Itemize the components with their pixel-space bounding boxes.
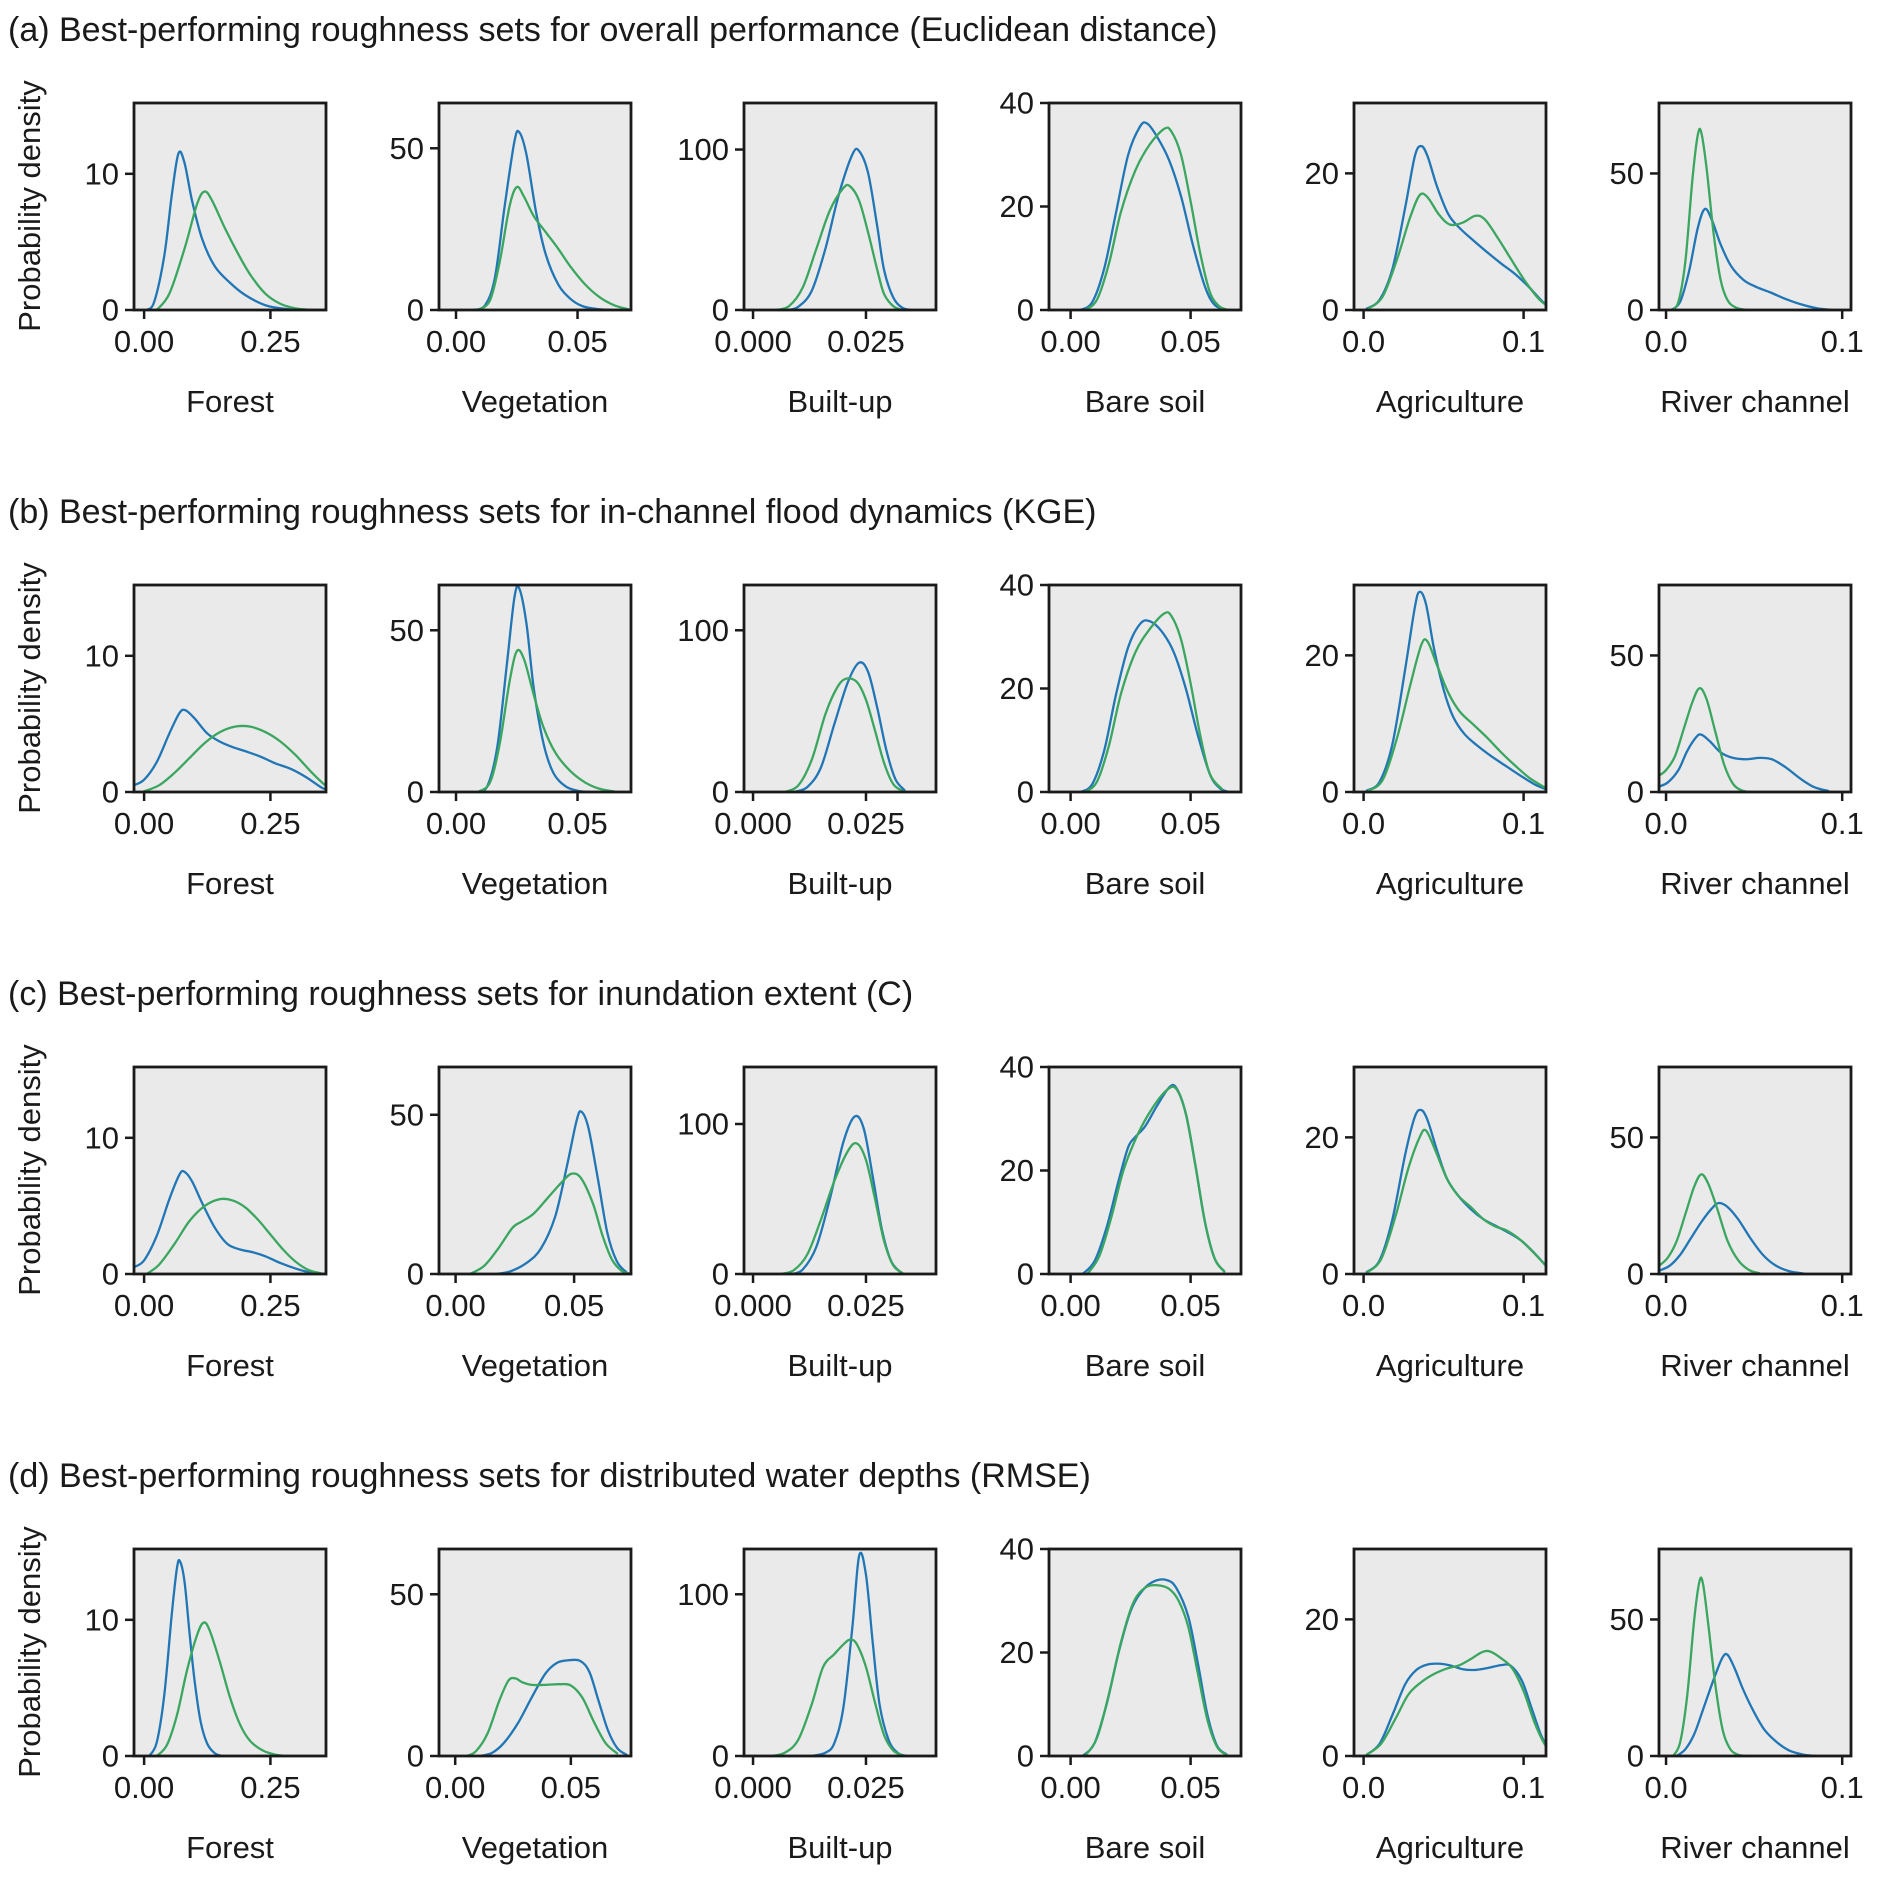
x-tick-label: 0.025 <box>827 806 905 841</box>
y-tick-label: 50 <box>389 1097 424 1133</box>
y-tick-label: 0 <box>711 1256 729 1292</box>
kde-plot-river-channel <box>1587 1032 1892 1384</box>
y-tick-label: 0 <box>101 774 119 810</box>
panel-background <box>439 585 631 792</box>
kde-panel-c-bare-soil <box>977 1032 1282 1384</box>
y-tick-label: 40 <box>999 567 1034 603</box>
section-c-panels <box>62 1032 1892 1384</box>
x-tick-label: 0.00 <box>1040 806 1101 841</box>
y-tick-label: 40 <box>999 1531 1034 1567</box>
y-tick-label: 20 <box>1304 637 1339 673</box>
x-tick-label: 0.25 <box>240 324 301 359</box>
panel-background <box>134 1549 326 1756</box>
kde-plot-built-up <box>672 550 977 902</box>
panel-background <box>134 1067 326 1274</box>
x-tick-label: 0.1 <box>1502 806 1546 841</box>
kde-panel-d-vegetation <box>367 1514 672 1866</box>
x-tick-label: 0.025 <box>827 1770 905 1805</box>
category-label: Bare soil <box>1084 1830 1206 1865</box>
x-tick-label: 0.0 <box>1342 1288 1386 1323</box>
panel-background <box>134 585 326 792</box>
kde-plot-forest <box>62 68 367 420</box>
y-tick-label: 0 <box>101 1256 119 1292</box>
panel-background <box>439 1549 631 1756</box>
y-axis-label: Probability density <box>12 80 47 332</box>
kde-plot-bare-soil <box>977 68 1282 420</box>
kde-panel-d-river-channel <box>1587 1514 1892 1866</box>
kde-plot-bare-soil <box>977 550 1282 902</box>
kde-plot-vegetation <box>367 1514 672 1866</box>
x-tick-label: 0.0 <box>1644 1288 1688 1323</box>
x-tick-label: 0.00 <box>425 806 487 841</box>
kde-panel-c-river-channel <box>1587 1032 1892 1384</box>
y-tick-label: 100 <box>677 132 729 168</box>
y-axis-label: Probability density <box>12 1526 47 1778</box>
y-tick-label: 0 <box>1321 1256 1339 1292</box>
y-tick-label: 0 <box>406 1256 424 1292</box>
section-b-panels <box>62 550 1892 902</box>
x-tick-label: 0.0 <box>1342 324 1386 359</box>
kde-panel-d-agriculture <box>1282 1514 1587 1866</box>
x-tick-label: 0.0 <box>1644 806 1688 841</box>
y-tick-label: 0 <box>711 292 729 328</box>
kde-panel-c-agriculture <box>1282 1032 1587 1384</box>
y-tick-label: 10 <box>84 638 119 674</box>
y-tick-label: 0 <box>1626 1256 1644 1292</box>
kde-panel-a-forest <box>62 68 367 420</box>
panel-background <box>1049 1067 1241 1274</box>
y-tick-label: 10 <box>84 1602 119 1638</box>
y-tick-label: 50 <box>1609 1601 1644 1637</box>
y-tick-label: 0 <box>1626 774 1644 810</box>
y-tick-label: 0 <box>1016 1738 1034 1774</box>
kde-plot-river-channel <box>1587 1514 1892 1866</box>
panel-background <box>744 585 936 792</box>
section-c-panel-row <box>0 1032 1892 1384</box>
x-tick-label: 0.00 <box>113 806 175 841</box>
x-tick-label: 0.1 <box>1502 324 1546 359</box>
panel-background <box>439 1067 631 1274</box>
panel-background <box>1659 1549 1851 1756</box>
panel-background <box>744 1067 936 1274</box>
kde-panel-a-agriculture <box>1282 68 1587 420</box>
x-tick-label: 0.00 <box>425 324 487 359</box>
x-tick-label: 0.1 <box>1502 1770 1546 1805</box>
x-tick-label: 0.00 <box>425 1770 486 1805</box>
kde-plot-forest <box>62 1032 367 1384</box>
category-label: Agriculture <box>1375 1348 1525 1383</box>
y-tick-label: 0 <box>406 774 424 810</box>
x-tick-label: 0.25 <box>240 806 301 841</box>
section-d-title: (d) Best-performing roughness sets for distributed water depths (RMSE) <box>8 1457 1091 1495</box>
kde-plot-agriculture <box>1282 1514 1587 1866</box>
y-tick-label: 0 <box>711 774 729 810</box>
x-tick-label: 0.0 <box>1644 1770 1688 1805</box>
x-tick-label: 0.05 <box>1160 324 1221 359</box>
kde-panel-d-built-up <box>672 1514 977 1866</box>
kde-plot-built-up <box>672 1514 977 1866</box>
kde-plot-forest <box>62 1514 367 1866</box>
x-tick-label: 0.0 <box>1644 324 1688 359</box>
panel-background <box>1354 103 1546 310</box>
kde-plot-river-channel <box>1587 68 1892 420</box>
x-tick-label: 0.00 <box>425 1288 486 1323</box>
y-tick-label: 0 <box>1626 1738 1644 1774</box>
y-tick-label: 0 <box>1016 774 1034 810</box>
kde-panel-c-forest <box>62 1032 367 1384</box>
section-b-panel-row <box>0 550 1892 902</box>
y-tick-label: 20 <box>999 671 1034 706</box>
category-label: Forest <box>186 866 274 901</box>
panel-background <box>134 103 326 310</box>
kde-plot-vegetation <box>367 1032 672 1384</box>
section-d <box>0 1454 1892 1866</box>
kde-panel-b-river-channel <box>1587 550 1892 902</box>
y-tick-label: 100 <box>677 1106 729 1142</box>
kde-panel-a-built-up <box>672 68 977 420</box>
kde-plot-built-up <box>672 68 977 420</box>
category-label: Bare soil <box>1084 866 1206 901</box>
category-label: River channel <box>1660 1348 1850 1383</box>
kde-plot-agriculture <box>1282 68 1587 420</box>
kde-plot-river-channel <box>1587 550 1892 902</box>
x-tick-label: 0.05 <box>1160 806 1221 841</box>
kde-plot-forest <box>62 550 367 902</box>
kde-plot-agriculture <box>1282 550 1587 902</box>
kde-plot-agriculture <box>1282 1032 1587 1384</box>
y-axis-label: Probability density <box>12 562 47 814</box>
kde-panel-c-built-up <box>672 1032 977 1384</box>
section-d-panel-row <box>0 1514 1892 1866</box>
y-tick-label: 0 <box>406 292 424 328</box>
y-tick-label: 10 <box>84 1120 119 1156</box>
section-b <box>0 490 1892 902</box>
panel-background <box>1354 1549 1546 1756</box>
y-tick-label: 0 <box>101 1738 119 1774</box>
x-tick-label: 0.05 <box>1160 1288 1221 1323</box>
x-tick-label: 0.00 <box>1040 1770 1101 1805</box>
y-tick-label: 50 <box>1609 637 1644 673</box>
x-tick-label: 0.25 <box>240 1288 301 1323</box>
y-tick-label: 20 <box>1304 1119 1339 1155</box>
x-tick-label: 0.05 <box>540 1770 602 1805</box>
y-tick-label: 20 <box>999 1153 1034 1188</box>
section-a <box>0 8 1892 420</box>
x-tick-label: 0.0 <box>1342 806 1386 841</box>
x-tick-label: 0.1 <box>1820 324 1864 359</box>
y-tick-label: 100 <box>677 612 729 648</box>
x-tick-label: 0.000 <box>714 324 792 359</box>
y-tick-label: 50 <box>1609 1119 1644 1155</box>
y-tick-label: 100 <box>677 1576 729 1612</box>
category-label: Vegetation <box>461 866 609 901</box>
x-tick-label: 0.1 <box>1820 1288 1864 1323</box>
x-tick-label: 0.025 <box>827 1288 905 1323</box>
kde-plot-vegetation <box>367 550 672 902</box>
kde-plot-bare-soil <box>977 1032 1282 1384</box>
x-tick-label: 0.00 <box>1040 324 1101 359</box>
kde-panel-d-forest <box>62 1514 367 1866</box>
category-label: Built-up <box>787 1830 893 1865</box>
x-tick-label: 0.000 <box>714 806 792 841</box>
panel-background <box>1049 1549 1241 1756</box>
kde-plot-bare-soil <box>977 1514 1282 1866</box>
panel-background <box>1354 1067 1546 1274</box>
category-label: River channel <box>1660 1830 1850 1865</box>
y-tick-label: 0 <box>1016 292 1034 328</box>
panel-background <box>1659 585 1851 792</box>
section-a-panel-row <box>0 68 1892 420</box>
category-label: Forest <box>186 1348 274 1383</box>
y-tick-label: 20 <box>999 1635 1034 1670</box>
x-tick-label: 0.000 <box>714 1770 792 1805</box>
category-label: Forest <box>186 384 274 419</box>
category-label: Vegetation <box>461 1348 609 1383</box>
y-tick-label: 0 <box>1016 1256 1034 1292</box>
y-tick-label: 40 <box>999 1049 1034 1085</box>
category-label: Agriculture <box>1375 1830 1525 1865</box>
x-tick-label: 0.00 <box>113 1288 175 1323</box>
kde-panel-d-bare-soil <box>977 1514 1282 1866</box>
category-label: Vegetation <box>461 1830 609 1865</box>
section-c <box>0 972 1892 1384</box>
section-c-title: (c) Best-performing roughness sets for inundation extent (C) <box>8 975 914 1013</box>
kde-panel-a-bare-soil <box>977 68 1282 420</box>
category-label: River channel <box>1660 384 1850 419</box>
category-label: Built-up <box>787 866 893 901</box>
category-label: River channel <box>1660 866 1850 901</box>
x-tick-label: 0.05 <box>543 1288 605 1323</box>
x-tick-label: 0.25 <box>240 1770 301 1805</box>
x-tick-label: 0.05 <box>547 806 608 841</box>
kde-plot-vegetation <box>367 68 672 420</box>
category-label: Built-up <box>787 384 893 419</box>
section-a-panels <box>62 68 1892 420</box>
y-tick-label: 0 <box>406 1738 424 1774</box>
y-tick-label: 0 <box>1321 292 1339 328</box>
y-tick-label: 50 <box>389 612 424 648</box>
category-label: Agriculture <box>1375 866 1525 901</box>
x-tick-label: 0.025 <box>827 324 905 359</box>
kde-panel-b-agriculture <box>1282 550 1587 902</box>
section-b-title: (b) Best-performing roughness sets for in-channel flood dynamics (KGE) <box>8 493 1097 531</box>
y-tick-label: 0 <box>711 1738 729 1774</box>
y-tick-label: 50 <box>389 130 424 166</box>
kde-panel-b-bare-soil <box>977 550 1282 902</box>
kde-panel-b-forest <box>62 550 367 902</box>
kde-panel-a-vegetation <box>367 68 672 420</box>
y-tick-label: 0 <box>101 292 119 328</box>
x-tick-label: 0.00 <box>113 1770 175 1805</box>
x-tick-label: 0.05 <box>547 324 608 359</box>
y-tick-label: 20 <box>1304 1601 1339 1637</box>
y-tick-label: 50 <box>1609 155 1644 191</box>
x-tick-label: 0.05 <box>1160 1770 1221 1805</box>
x-tick-label: 0.1 <box>1820 806 1864 841</box>
kde-panel-c-vegetation <box>367 1032 672 1384</box>
kde-panel-b-vegetation <box>367 550 672 902</box>
category-label: Built-up <box>787 1348 893 1383</box>
panel-background <box>1354 585 1546 792</box>
panel-background <box>744 103 936 310</box>
x-tick-label: 0.000 <box>714 1288 792 1323</box>
section-d-panels <box>62 1514 1892 1866</box>
y-tick-label: 0 <box>1321 1738 1339 1774</box>
category-label: Bare soil <box>1084 1348 1206 1383</box>
y-tick-label: 20 <box>1304 155 1339 191</box>
kde-panel-a-river-channel <box>1587 68 1892 420</box>
kde-plot-built-up <box>672 1032 977 1384</box>
category-label: Forest <box>186 1830 274 1865</box>
y-tick-label: 20 <box>999 189 1034 224</box>
category-label: Agriculture <box>1375 384 1525 419</box>
y-tick-label: 40 <box>999 85 1034 121</box>
panel-background <box>1049 103 1241 310</box>
panel-background <box>1049 585 1241 792</box>
x-tick-label: 0.1 <box>1502 1288 1546 1323</box>
y-tick-label: 50 <box>389 1576 424 1612</box>
x-tick-label: 0.00 <box>113 324 175 359</box>
x-tick-label: 0.0 <box>1342 1770 1386 1805</box>
x-tick-label: 0.1 <box>1820 1770 1864 1805</box>
y-tick-label: 0 <box>1321 774 1339 810</box>
kde-panel-b-built-up <box>672 550 977 902</box>
x-tick-label: 0.00 <box>1040 1288 1101 1323</box>
section-a-title: (a) Best-performing roughness sets for overall performance (Euclidean distance) <box>8 11 1218 49</box>
y-tick-label: 10 <box>84 156 119 192</box>
y-axis-label: Probability density <box>12 1044 47 1296</box>
category-label: Bare soil <box>1084 384 1206 419</box>
category-label: Vegetation <box>461 384 609 419</box>
y-tick-label: 0 <box>1626 292 1644 328</box>
